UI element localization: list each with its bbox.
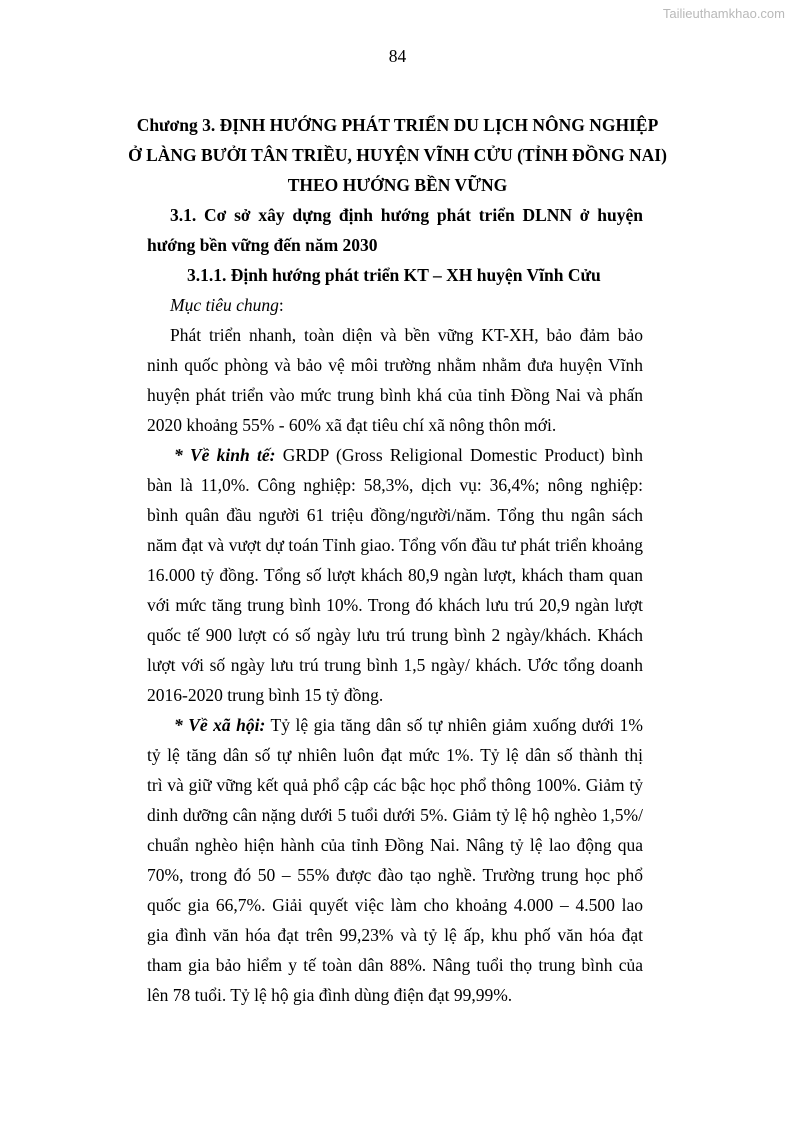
paragraph-line: ninh quốc phòng và bảo vệ môi trường nhằm nhằm đưa huyện Vĩnh (147, 355, 643, 375)
paragraph-line: với mức tăng trung bình 10%. Trong đó khách lưu trú 20,9 ngàn lượt (147, 595, 643, 615)
goal-label: Mục tiêu chung (170, 295, 279, 315)
goal-colon: : (278, 295, 284, 315)
society-first: Tỷ lệ gia tăng dân số tự nhiên giảm xuống dưới 1% (270, 715, 643, 735)
paragraph-line: năm đạt và vượt dự toán Tỉnh giao. Tổng vốn đầu tư phát triển khoảng (147, 535, 643, 555)
page-number: 84 (388, 46, 407, 66)
document-body (128, 110, 667, 1010)
chapter-title-line: Chương 3. ĐỊNH HƯỚNG PHÁT TRIỂN DU LỊCH NÔNG NGHIỆP (136, 115, 659, 135)
paragraph-line: quốc gia 66,7%. Giải quyết việc làm cho khoảng 4.000 – 4.500 lao (147, 895, 643, 915)
paragraph-line: dinh dưỡng cân nặng dưới 5 tuổi dưới 5%. Giảm tỷ lệ hộ nghèo 1,5%/ (147, 805, 643, 825)
economy-first-line (147, 440, 643, 470)
paragraph-line: 16.000 tỷ đồng. Tổng số lượt khách 80,9 ngàn lượt, khách tham quan (147, 565, 643, 585)
paragraph-line: 70%, trong đó 50 – 55% được đào tạo nghề. Trường trung học phổ (147, 865, 643, 885)
paragraph-line: bình quân đầu người 61 triệu đồng/người/năm. Tổng thu ngân sách (147, 505, 643, 525)
economy-first: GRDP (Gross Religional Domestic Product) bình (282, 445, 643, 465)
paragraph-line: bàn là 11,0%. Công nghiệp: 58,3%, dịch vụ: 36,4%; nông nghiệp: (147, 475, 643, 495)
paragraph-line: 2020 khoảng 55% - 60% xã đạt tiêu chí xã nông thôn mới. (147, 415, 557, 435)
paragraph-line: lượt với số ngày lưu trú trung bình 1,5 ngày/ khách. Ước tổng doanh (147, 655, 643, 675)
paragraph-line: tham gia bảo hiểm y tế toàn dân 88%. Nâng tuổi thọ trung bình của (147, 955, 643, 975)
paragraph-line: lên 78 tuổi. Tỷ lệ hộ gia đình dùng điện đạt 99,99%. (147, 985, 513, 1005)
society-first-line (147, 710, 643, 740)
paragraph-line: trì và giữ vững kết quả phổ cập các bậc học phổ thông 100%. Giảm tỷ (147, 775, 643, 795)
paragraph-line: Phát triển nhanh, toàn diện và bền vững KT-XH, bảo đảm bảo (170, 325, 643, 345)
paragraph-line: huyện phát triển vào mức trung bình khá của tỉnh Đồng Nai và phấn (147, 385, 643, 405)
chapter-title-line: Ở LÀNG BƯỞI TÂN TRIỀU, HUYỆN VĨNH CỬU (TỈNH ĐỒNG NAI) (128, 145, 667, 165)
paragraph-line: quốc tế 900 lượt có số ngày lưu trú trung bình 2 ngày/khách. Khách (147, 625, 643, 645)
section-heading-3-1: 3.1. Cơ sở xây dựng định hướng phát triển DLNN ở huyện (170, 205, 643, 225)
section-heading-3-1-cont: hướng bền vững đến năm 2030 (147, 235, 378, 255)
society-lead: * Về xã hội: (174, 715, 266, 735)
chapter-title-line: THEO HƯỚNG BỀN VỮNG (287, 175, 508, 195)
subsection-heading-3-1-1: 3.1.1. Định hướng phát triển KT – XH huyện Vĩnh Cửu (187, 265, 601, 285)
paragraph-line: gia đình văn hóa đạt trên 99,23% và tỷ lệ ấp, khu phố văn hóa đạt (147, 925, 643, 945)
paragraph-line: 2016-2020 trung bình 15 tỷ đồng. (147, 685, 384, 705)
economy-lead: * Về kinh tế: (174, 445, 276, 465)
watermark: Tailieuthamkhao.com (662, 6, 785, 21)
paragraph-line: tỷ lệ tăng dân số tự nhiên luôn đạt mức 1%. Tỷ lệ dân số thành thị (147, 745, 643, 765)
paragraph-line: chuẩn nghèo hiện hành của tỉnh Đồng Nai. Nâng tỷ lệ lao động qua (147, 835, 643, 855)
goal-label-line (147, 290, 643, 320)
